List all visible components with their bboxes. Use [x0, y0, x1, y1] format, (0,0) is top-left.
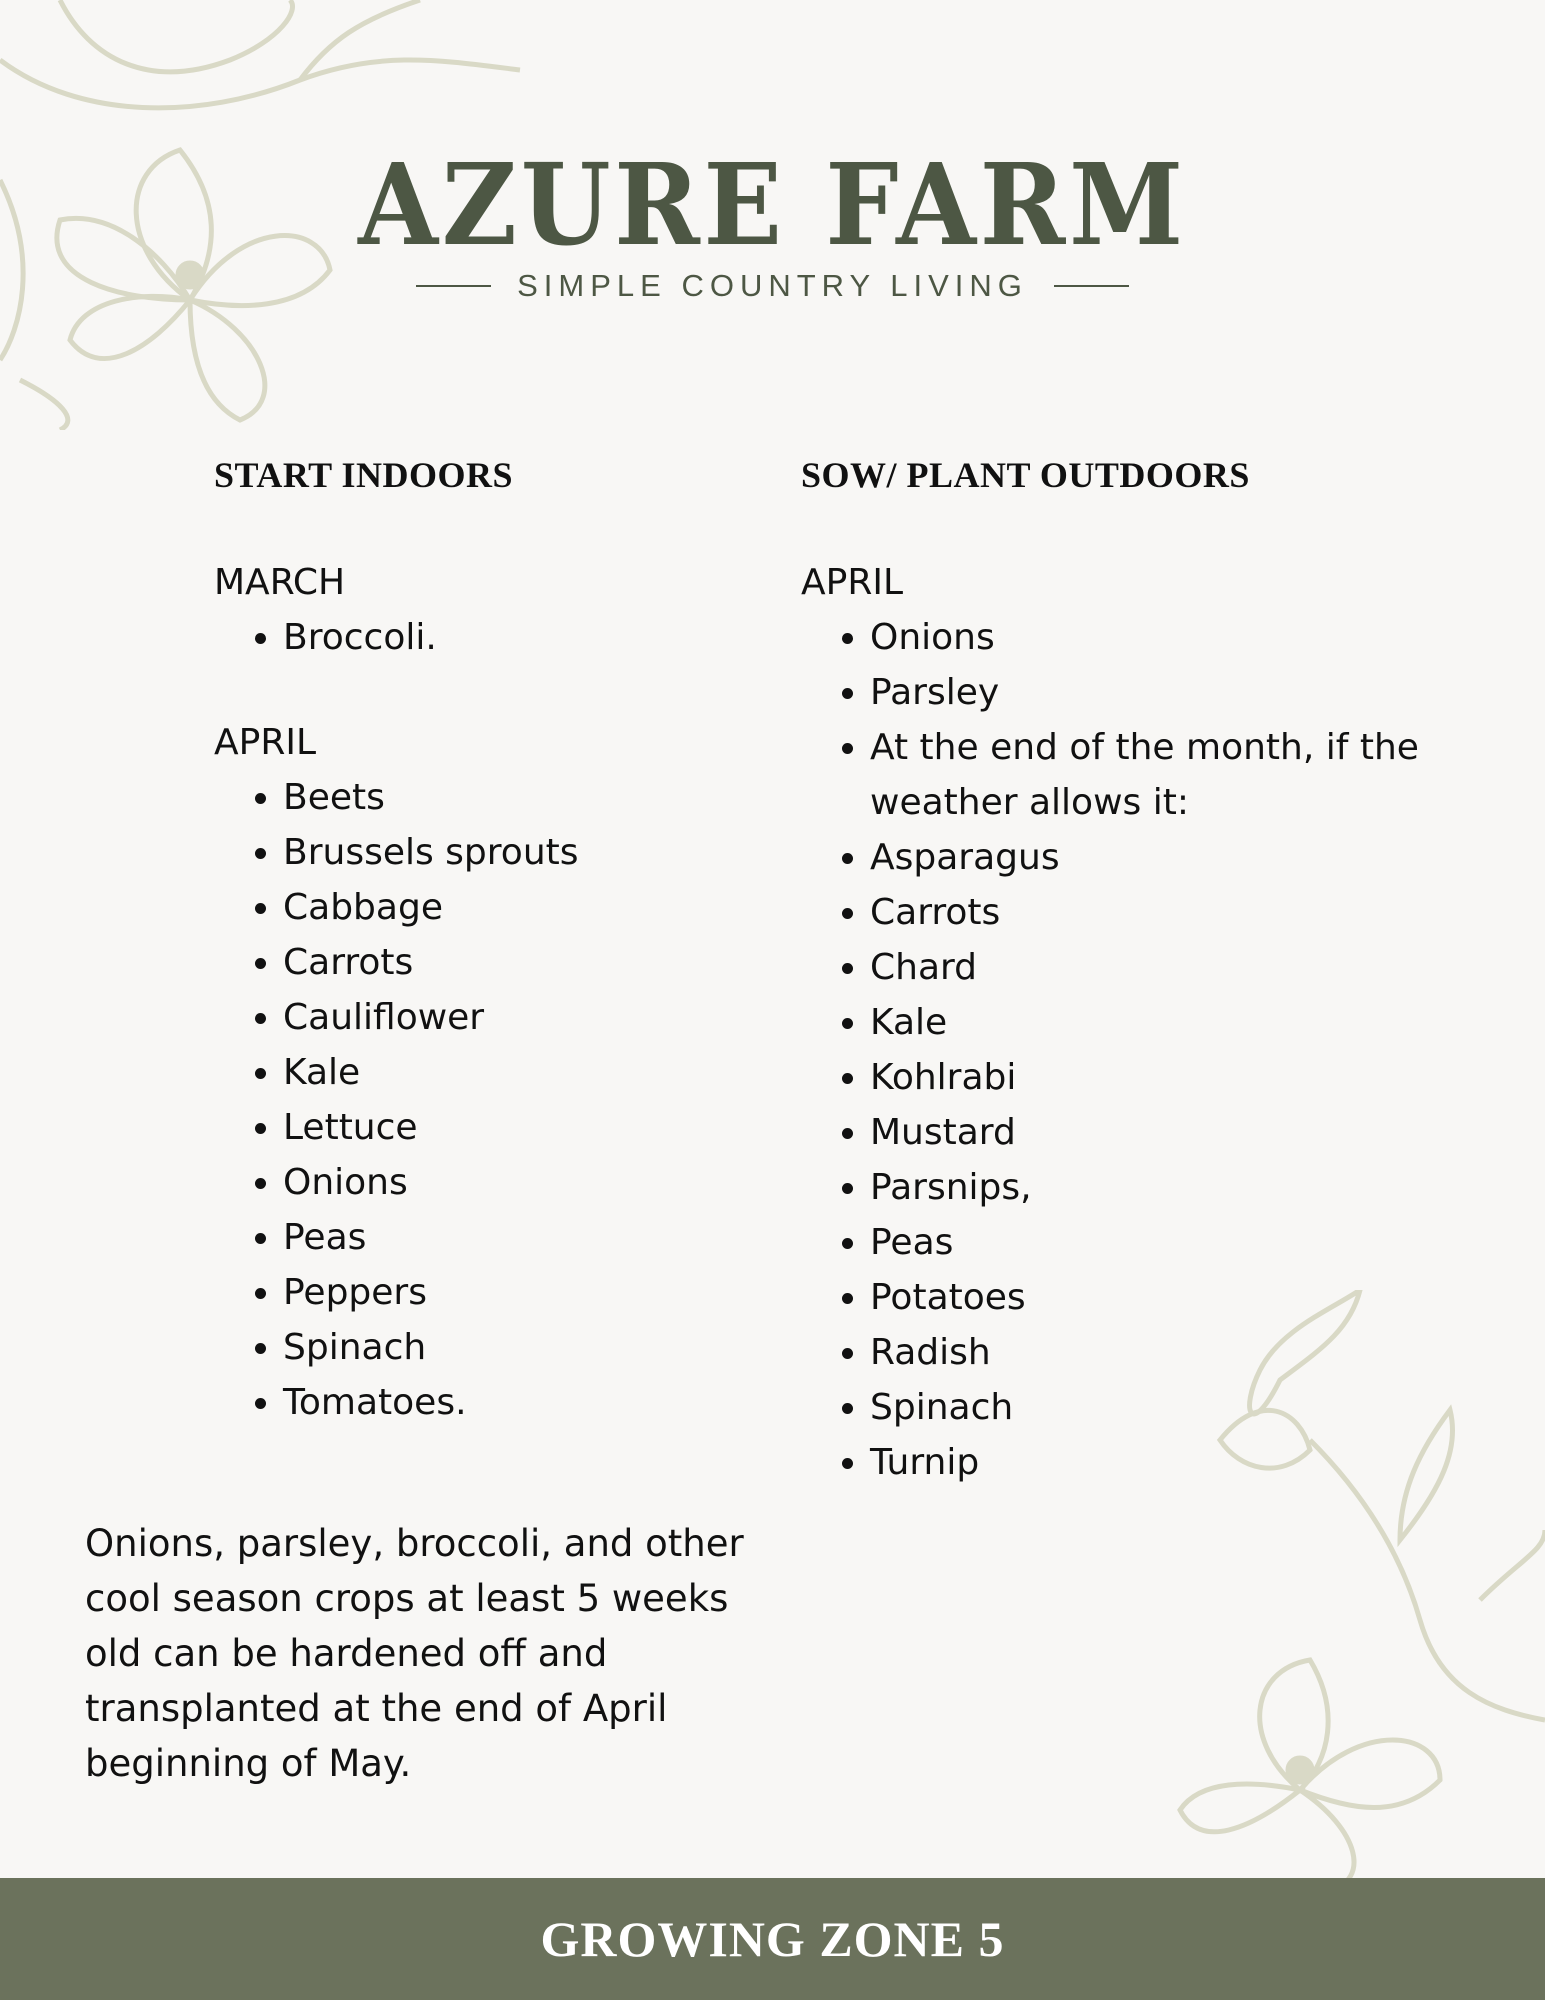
- list-item: • Lettuce: [283, 1100, 774, 1155]
- crop-list: [214, 610, 774, 665]
- list-item: • Peas: [870, 1215, 1421, 1270]
- list-item: • Radish: [870, 1325, 1421, 1380]
- start-indoors-column: [214, 455, 774, 1480]
- outdoors-column: [801, 455, 1421, 1540]
- month-heading: APRIL: [214, 722, 317, 763]
- list-item: • Kohlrabi: [870, 1050, 1421, 1105]
- list-item: • Kale: [283, 1045, 774, 1100]
- brand-title: AZURE FARM: [358, 140, 1187, 271]
- month-heading: APRIL: [801, 562, 904, 603]
- footer-label: GROWING ZONE 5: [540, 1911, 1005, 1967]
- tagline-text: SIMPLE COUNTRY LIVING: [517, 268, 1028, 303]
- list-item: • Potatoes: [870, 1270, 1421, 1325]
- list-item: • Beets: [283, 770, 774, 825]
- crop-list: [214, 770, 774, 1430]
- list-item: • Parsnips,: [870, 1160, 1421, 1215]
- month-heading: MARCH: [214, 562, 346, 603]
- list-item: • Tomatoes.: [283, 1375, 774, 1430]
- list-item: • Broccoli.: [283, 610, 774, 665]
- list-item: • Parsley: [870, 665, 1421, 720]
- list-item: • Cabbage: [283, 880, 774, 935]
- brand-tagline: [0, 268, 1545, 304]
- list-item: • Chard: [870, 940, 1421, 995]
- list-item: • Turnip: [870, 1435, 1421, 1490]
- divider: [416, 285, 491, 287]
- section-heading: SOW/ PLANT OUTDOORS: [801, 455, 1250, 495]
- list-item: • Asparagus: [870, 830, 1421, 885]
- transplant-note: Onions, parsley, broccoli, and other cool season crops at least 5 weeks old can be hardened off and transplanted at the end of April beginning of May.: [85, 1522, 744, 1785]
- list-item: • Spinach: [283, 1320, 774, 1375]
- section-heading: START INDOORS: [214, 455, 513, 495]
- list-item: • Carrots: [283, 935, 774, 990]
- list-item: • Peas: [283, 1210, 774, 1265]
- footer-band: [0, 1878, 1545, 2000]
- list-item: • Mustard: [870, 1105, 1421, 1160]
- list-item: • Peppers: [283, 1265, 774, 1320]
- list-item: • Carrots: [870, 885, 1421, 940]
- list-item: • Onions: [870, 610, 1421, 665]
- list-item: • At the end of the month, if the weather allows it:: [870, 720, 1421, 830]
- divider: [1054, 285, 1129, 287]
- crop-list: [801, 610, 1421, 1490]
- list-item: • Cauliflower: [283, 990, 774, 1045]
- list-item: • Kale: [870, 995, 1421, 1050]
- list-item: • Spinach: [870, 1380, 1421, 1435]
- list-item: • Brussels sprouts: [283, 825, 774, 880]
- list-item: • Onions: [283, 1155, 774, 1210]
